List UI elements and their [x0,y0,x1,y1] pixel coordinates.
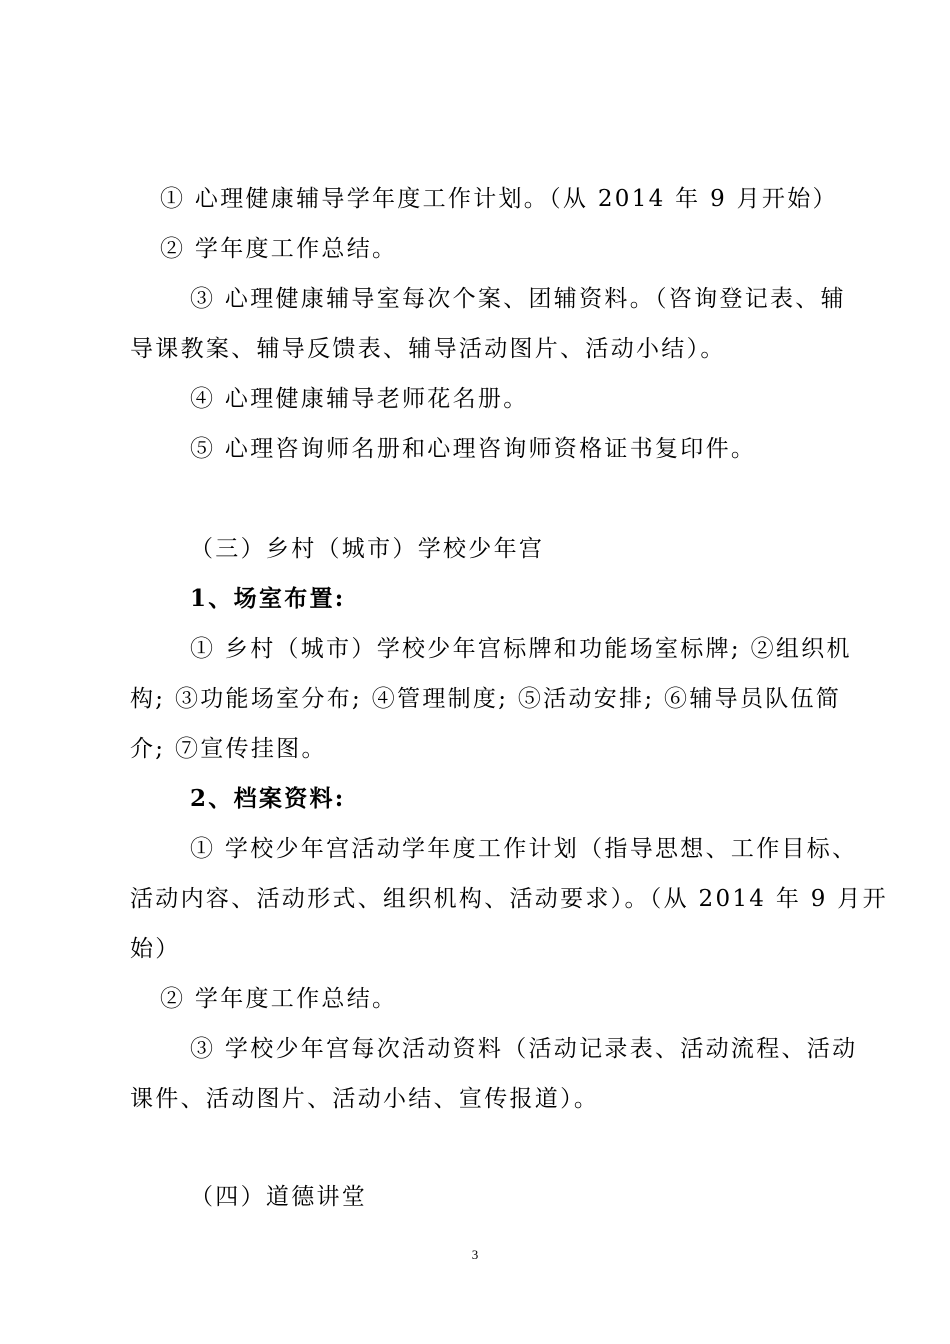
section-heading-youth-palace: （三）乡村（城市）学校少年宫 [190,536,545,562]
text-line-palace-plan-3: 始） [130,936,181,962]
text-line-palace-records-2: 课件、活动图片、活动小结、宣传报道）。 [130,1086,600,1112]
text-line-room-layout-2: 构; ③功能场室分布; ④管理制度; ⑤活动安排; ⑥辅导员队伍简 [130,686,842,712]
text-line-psych-teachers: ④ 心理健康辅导老师花名册。 [190,386,529,412]
text-line-psych-plan: ① 心理健康辅导学年度工作计划。（从 2014 年 9 月开始） [160,186,838,212]
subheading-archives: 2、档案资料: [190,785,346,812]
text-line-palace-plan-1: ① 学校少年宫活动学年度工作计划（指导思想、工作目标、 [190,836,858,862]
text-line-palace-summary: ② 学年度工作总结。 [160,986,398,1012]
page-number: 3 [471,1247,479,1262]
text-line-psych-counselors: ⑤ 心理咨询师名册和心理咨询师资格证书复印件。 [190,436,757,462]
subheading-room-layout: 1、场室布置: [190,585,346,612]
text-line-palace-plan-2: 活动内容、活动形式、组织机构、活动要求）。（从 2014 年 9 月开 [130,886,888,912]
text-line-psych-records-2: 导课教案、辅导反馈表、辅导活动图片、活动小结）。 [130,336,726,362]
text-line-room-layout-1: ① 乡村（城市）学校少年宫标牌和功能场室标牌; ②组织机 [190,636,852,662]
text-line-room-layout-3: 介; ⑦宣传挂图。 [130,736,327,762]
text-line-psych-summary: ② 学年度工作总结。 [160,236,398,262]
section-heading-moral-lecture: （四）道德讲堂 [190,1184,368,1210]
text-line-palace-records-1: ③ 学校少年宫每次活动资料（活动记录表、活动流程、活动 [190,1036,858,1062]
text-line-psych-records-1: ③ 心理健康辅导室每次个案、团辅资料。（咨询登记表、辅 [190,286,846,312]
